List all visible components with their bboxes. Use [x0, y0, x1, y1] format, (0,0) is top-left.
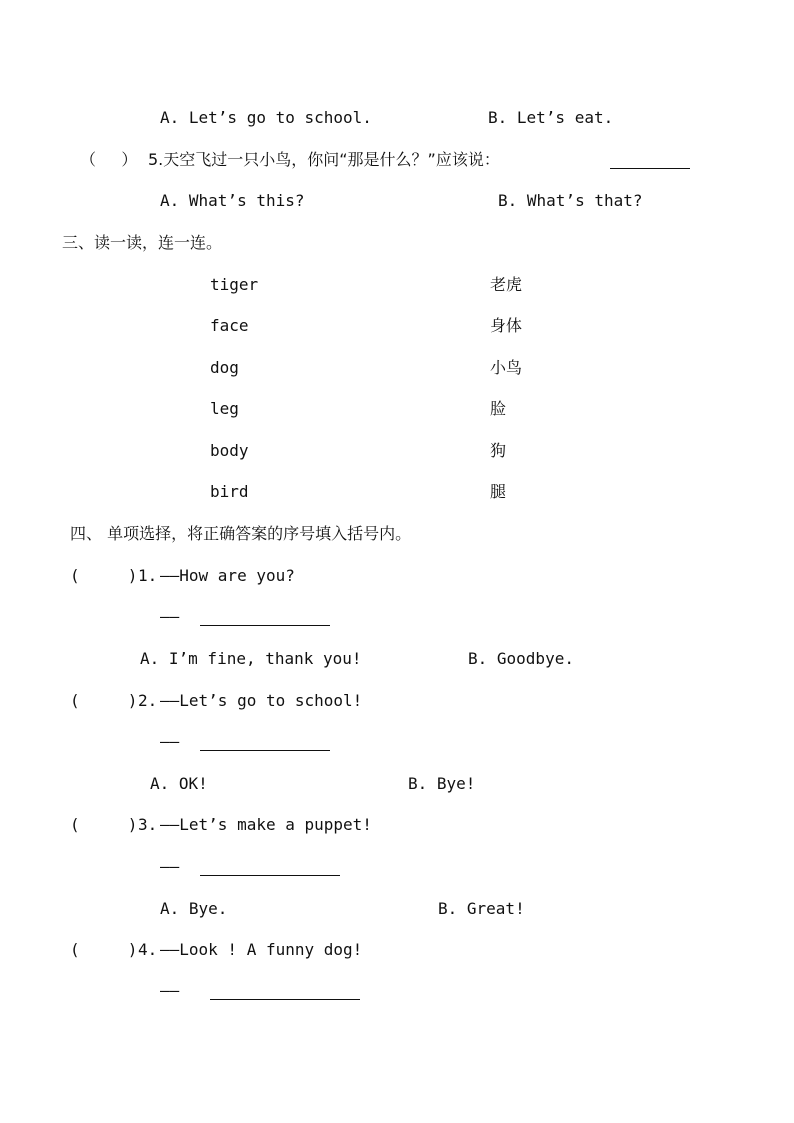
q1-number: 1.: [138, 566, 158, 585]
q2-answer-dash: ——: [160, 732, 180, 751]
q1-option-a: A. I’m fine, thank you!: [140, 649, 362, 668]
q1-answer-dash: ——: [160, 607, 180, 626]
q3-option-a: A. Bye.: [160, 899, 228, 918]
q2-paren: ( ): [70, 691, 138, 710]
section4-title: 四、 单项选择，将正确答案的序号填入括号内。: [70, 524, 412, 543]
q2-answer-blank: [200, 750, 330, 751]
q5-option-b: B. What’s that?: [498, 191, 643, 210]
q3-number: 3.: [138, 815, 158, 834]
q2-option-b: B. Bye!: [408, 774, 476, 793]
q3-paren: ( ): [70, 815, 138, 834]
q5-text: 5.天空飞过一只小鸟，你问“那是什么？”应该说：: [148, 150, 500, 169]
match-english-word: dog: [210, 358, 239, 377]
prev-option-a: A. Let’s go to school.: [160, 108, 372, 127]
match-english-word: face: [210, 316, 249, 335]
section3-title: 三、读一读，连一连。: [62, 233, 223, 252]
q1-answer-blank: [200, 625, 330, 626]
q4-number: 4.: [138, 940, 158, 959]
q3-answer-dash: ——: [160, 857, 180, 876]
q4-paren: ( ): [70, 940, 138, 959]
q1-paren: ( ): [70, 566, 138, 585]
q3-answer-blank: [200, 875, 340, 876]
q1-prompt: ——How are you?: [160, 566, 295, 585]
q2-number: 2.: [138, 691, 158, 710]
q5-answer-blank: [610, 168, 690, 169]
match-chinese-word: 脸: [490, 399, 507, 418]
q5-paren: （ ）: [80, 150, 138, 169]
q3-option-b: B. Great!: [438, 899, 525, 918]
match-chinese-word: 小鸟: [490, 358, 523, 377]
match-english-word: bird: [210, 482, 249, 501]
q2-option-a: A. OK!: [150, 774, 208, 793]
q1-option-b: B. Goodbye.: [468, 649, 574, 668]
match-chinese-word: 老虎: [490, 275, 523, 294]
q4-prompt: ——Look ! A funny dog!: [160, 940, 363, 959]
match-chinese-word: 狗: [490, 441, 507, 460]
prev-option-b: B. Let’s eat.: [488, 108, 614, 127]
match-english-word: tiger: [210, 275, 259, 294]
match-english-word: body: [210, 441, 249, 460]
match-english-word: leg: [210, 399, 239, 418]
q3-prompt: ——Let’s make a puppet!: [160, 815, 372, 834]
q4-answer-blank: [210, 999, 360, 1000]
q5-option-a: A. What’s this?: [160, 191, 305, 210]
q4-answer-dash: ——: [160, 981, 180, 1000]
match-chinese-word: 身体: [490, 316, 523, 335]
q2-prompt: ——Let’s go to school!: [160, 691, 363, 710]
match-chinese-word: 腿: [490, 482, 507, 501]
